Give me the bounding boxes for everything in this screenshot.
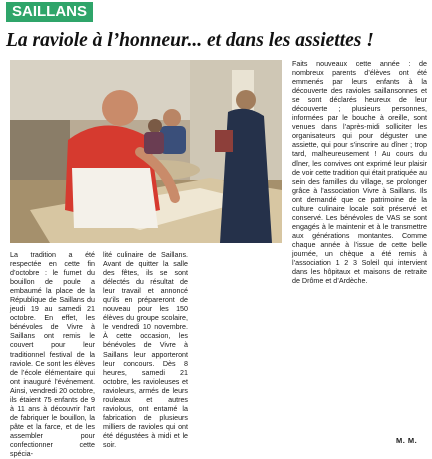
article-column-3: Faits nouveaux cette année : de nombreux parents d’élèves ont été emmenés par leurs enfants à la découverte des ravioles saillansonnes et se sont déclarés heureux de leur découverte ; plusieurs personnes, informées par le bouche à oreille, sont venues dans l’après-midi solliciter les organisateurs qui pour déguster une assiette, qui pour s’inscrire au dîner ; trop tard, malheureusement ! Au cours du dîner, les convives ont exprimé leur plaisir de voir cette tradition qui était pratiquée au sein des familles du village, se prolonger grâce à l’association Vivre à Saillans. Ils ont demandé que ce patrimoine de la culture culinaire locale soit préservé et conservé. Les bénévoles de VAS se sont engagés à le maintenir et à le transmettre aux générations montantes. Comme chaque année à l’issue de cette belle journée, un chèque a été remis à l’association 1 2 3 Soleil qui intervient dans les hôpitaux et maisons de retraite de Drôme et d’Ardèche. [292,60,427,286]
author-signature: M. M. [396,436,418,445]
article-column-2: lité culinaire de Saillans. Avant de quitter la salle des fêtes, ils se sont délectés du résultat de leur travail et annoncé qu’ils en prépareront de nouveau pour les 150 élèves du groupe scolaire, le vendredi 10 novembre. À cette occasion, les bénévoles de Vivre à Saillans leur apporteront leur concours. Dès 8 heures, samedi 21 octobre, les ravioleuses et ravioleurs, armés de leurs rouleaux et autres raviolous, ont entamé la fabrication de plusieurs milliers de ravioles qui ont été dégustées à midi et le soir. [103,251,188,449]
section-tag: SAILLANS [6,2,93,22]
article-column-1: La tradition a été respectée en cette fin d’octobre : le fumet du bouillon de poule a embaumé la place de la République de Saillans du jeudi 19 au samedi 21 octobre. En effet, les bénévoles de Vivre à Saillans ont remis le couvert pour leur traditionnel festival de la raviole. Ce sont les élèves de l’école élémentaire qui ont inauguré l’événement. Ainsi, vendredi 20 octobre, ils étaient 75 enfants de 9 à 11 ans à découvrir l’art de fabriquer le bouillon, la pâte et la farce, et de les assembler pour confectionner cette spécia- [10,251,95,459]
headline: La raviole à l’honneur... et dans les assiettes ! [6,30,374,51]
article-photo [10,60,282,243]
